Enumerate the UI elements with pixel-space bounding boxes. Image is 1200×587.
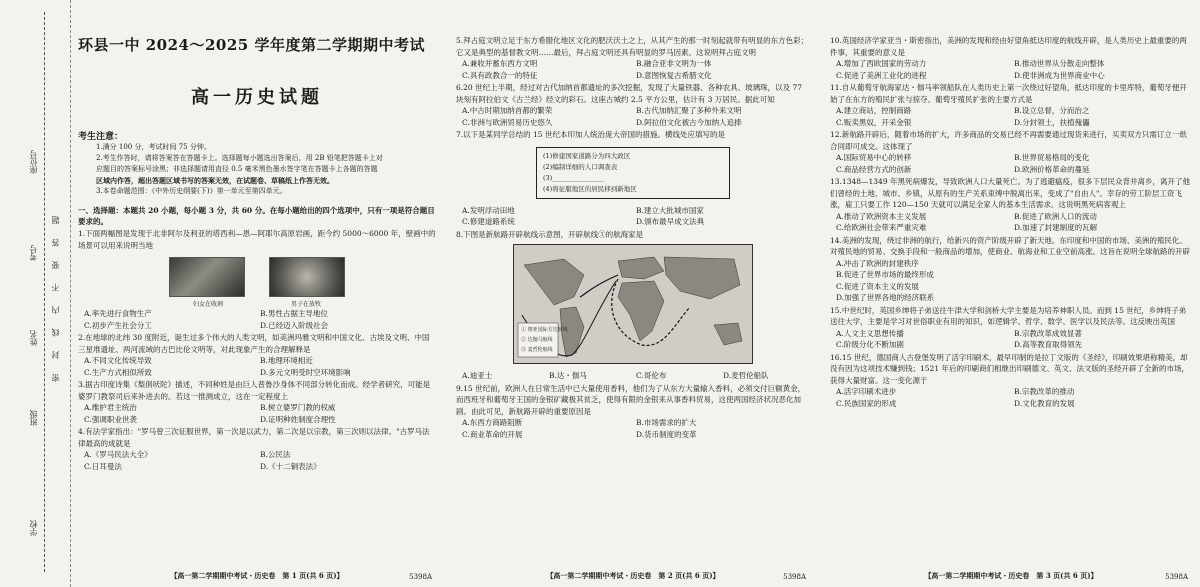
measures-box [536,147,730,199]
option: C.商品经营方式的创新 [836,164,912,174]
paper-code: 5398A [409,573,432,581]
option: C.日耳曼法 [84,461,122,471]
option: D.颁布最早成文法典 [636,217,705,226]
seat-number-label: 座位号 [29,150,38,174]
option: C.阶级分化不断加剧 [836,340,904,349]
school-label: 学校 [29,520,38,536]
question-stem: 8.下图是新航路开辟航线示意图，开辟航线③的航海家是 [456,229,644,239]
question-stem: 16.15 世纪，德国商人古登堡发明了活字印刷术，最早印制的是拉丁文版的《圣经》，印刷效果堪称精美，却没有因为这项技术赚到钱；1521 年后的印刷商们相继出印刷德文、英文、法文版的圣经开辟了全新的市场，获得大量财富。这一变化源于 [830,352,1189,385]
page-footer: 【高一第二学期期中考试・历史卷 第 3 页(共 6 页)】 [924,571,1098,580]
option: B.古代加纳汇聚了多种外来文明 [636,106,742,115]
option: B.宗教改革成效显著 [1014,328,1082,338]
exam-page-1 [74,0,440,587]
voyage-route-map [513,244,753,364]
option: A.发明浮动田地 [462,205,515,215]
question-stem: 6.20 世纪上半期，经过对古代加纳首都遗址的多次挖掘，发现了大量铁器、各种农具、玻璃珠，以及 77 块刻有阿拉伯文《古兰经》经文的彩石。这座古城约 2.5 平方公里，估计有 3 万居民。据此可知 [456,83,803,104]
option: C.具有政教合一的特征 [462,70,538,80]
option: D.《十二铜表法》 [260,461,321,471]
options [78,308,436,331]
notice-line: 应题目的答案标号涂黑；非选择题请用直径 0.5 毫米黑色墨水签字笔在答题卡上各题的答题 [96,165,378,173]
map-legend [521,325,568,355]
map-legend-item: ② 达伽马航线 [521,337,553,343]
option: A.国际贸易中心的转移 [836,153,912,162]
option: D.高等教育取得领先 [1014,340,1083,349]
option: B.宗教改革的推动 [1014,387,1075,396]
question-stem: 5.拜占庭文明立足于东方希腊化地区文化的肥沃沃土之上，从其产生的那一时刻起就带有明显的东方色彩；它又是典型的基督教文明……最后，拜占庭文明还具有明显的罗马因素。这说明拜占庭文明 [456,36,809,57]
exam-title: 环县一中 2024～2025 学年度第二学期期中考试 [78,36,425,54]
question-stem: 7.以下是某同学总结的 15 世纪本印加人统治庞大帝国的措施。横线处应填写的是 [456,130,725,139]
option: D.分封领土，扶植傀儡 [1014,117,1090,127]
exam-subtitle: 高一历史试题 [191,87,323,108]
rock-painting-images [78,257,436,297]
measure-item: (2)编制详细的人口调查表 [543,162,618,171]
option: C.初步产生社会分工 [84,320,152,330]
question-stem: 11.自从葡萄牙航海家达・伽马率领船队在人类历史上第一次绕过好望角，抵达印度的卡里库特，葡萄牙便开始了在东方的殖民扩张与掠夺。葡萄牙殖民扩张的主要方式是 [830,83,1187,104]
option: A.人文主义思想传播 [836,328,904,338]
question-stem: 10.英国经济学家亚当・斯密指出，美洲的发现和经由好望角抵达印度的航线开辟，是人类历史上最重要的两件事，其重要的意义是 [830,36,1187,57]
options [830,328,1192,351]
notice-line: 区域内作答，超出答题区域书写的答案无效，在试题卷、草稿纸上作答无效。 [96,176,334,185]
option: A.东西方商路阻断 [462,418,523,427]
option: B.促进了世界市场的最终形成 [836,270,934,279]
page-footer: 【高一第二学期期中考试・历史卷 第 1 页(共 6 页)】 [170,571,344,580]
option: C.民族国家的形成 [836,398,897,408]
option: B.公民法 [260,450,291,459]
measure-item: (4)将征服地区的居民移到新地区 [543,184,637,193]
option: B.推动世界从分散走向整体 [1014,59,1105,68]
section-heading: 一、选择题：本题共 20 小题，每小题 3 分，共 60 分。在每小题给出的四个选项中，只有一项是符合题目要求的。 [78,206,435,226]
binding-margin [0,0,71,587]
seal-dash-line [44,12,46,572]
notice-line: 2.考生作答时，请将答案答在答题卡上。选择题每小题选出答案后，用 2B 铅笔把答题卡上对 [96,154,383,162]
option: A.不同文化传统导致 [84,356,152,365]
question-stem: 15.中世纪时，英国乡绅将子弟送往牛津大学和剑桥大学主要是为培养神职人员。而到 15 世纪，乡绅将子弟送往大学，主要是学习对世俗职业有用的知识，如逻辑学、哲学、数学、医学以及民法等。这反映出英国 [830,305,1187,326]
option: D.意图恢复古希腊文化 [636,70,712,80]
notice-line: 1.满分 100 分，考试时间 75 分钟。 [96,143,211,151]
option: C.生产方式相似所致 [84,367,152,377]
option: A.建立商站，控制商路 [836,106,912,115]
option: D.欧洲价格革命的蔓延 [1014,164,1090,174]
question-stem: 9.15 世纪前，欧洲人在日常生活中已大量使用香料，他们为了从东方大量输入香料，必须交付巨额黄金，而西班牙和葡萄牙王国的金银矿藏极其贫乏，使得有限的金银来从事香料贸易，这使两国经济状况恶化加剧。由此可见，新航路开辟的重要原因是 [456,383,806,416]
paper-code: 5398A [1165,573,1188,581]
options [830,105,1192,128]
options [78,449,436,472]
options [456,58,810,81]
options [830,211,1192,234]
option: D.多元文明受时空环境影响 [260,367,351,377]
option: D.加速了封建制度的瓦解 [1014,223,1098,232]
option: C.商业革命的开展 [462,429,523,439]
question-stem: 2.在地球的北纬 30 度附近，诞生过多个伟大的人类文明，如美洲玛雅文明和中国文化、古埃及文明、中国三星堆遗址、两河流域的古巴比伦文明等，对此现象产生的合理解释是 [78,333,430,354]
option: B.达・伽马 [549,371,587,380]
options [830,258,1192,304]
options [456,105,810,128]
options [78,402,436,425]
question-stem: 3.据古印度诗集《梨俱吠陀》描述，不同种姓是由巨人普鲁沙身体不同部分转化而成。经学者研究，可能是婆罗门教祭司后来补进去的。若这一推测成立，这在一定程度上 [78,380,431,401]
option: B.世界贸易格局的变化 [1014,153,1090,162]
notice-heading: 考生注意： [78,132,124,142]
options [456,205,810,228]
name-label: 姓名 [29,330,38,346]
question-stem: 4.有法学家指出："罗马曾三次征服世界，第一次是以武力，第二次是以宗教，第三次则以法律。"古罗马法律最高的成就是 [78,427,430,448]
option: C.非洲与欧洲贸易历史悠久 [462,117,553,127]
options [830,152,1192,175]
option: C.哥伦布 [636,371,667,380]
option: D.已经迈入阶级社会 [260,320,329,330]
option: A.维护君主统治 [84,403,137,412]
option: A.推动了欧洲资本主义发展 [836,211,927,221]
map-legend-item: ③ 麦哲伦航线 [521,347,553,353]
question-stem: 13.1348—1349 年黑死病爆发，导致欧洲人口大量死亡。为了逃避瘟疫，很多下层民众背井离乡，离开了他们曾经的土地、城市、乡镇，从原有的生产关系束缚中脱离出来，变成了"自由人"。幸存的劳工阶层工资飞涨，雇工只要工作 120—150 天就可以满足全家人的基本生活需求。这说明黑死病客观上 [830,177,1190,209]
option: C.强调职业世袭 [84,414,137,424]
option: B.市场需求的扩大 [636,418,697,427]
option: C.修建道路系统 [462,217,515,226]
option: A.冲击了欧洲的封建秩序 [836,258,919,268]
option: D.加强了世界各地的经济联系 [836,293,935,302]
options [456,417,810,440]
option: A.率先进行食物生产 [84,309,152,318]
class-label: 班级 [29,410,38,426]
option: C.促进了资本主义的发展 [836,281,919,291]
options [830,58,1192,81]
option: D.麦哲伦船队 [723,371,769,380]
seal-line-text: 密 封 线 内 不 要 答 题 [51,210,60,382]
notice-line: 3.本卷命题范围：《中外历史纲要(下)》第一单元至第四单元。 [96,187,287,195]
option: C.贩卖黑奴，开采金银 [836,117,912,127]
option: A.兼收并蓄东西方文明 [462,59,538,68]
option: B.树立婆罗门教的权威 [260,403,336,412]
option: B.地理环境相近 [260,356,313,365]
options [456,370,810,382]
options [78,355,436,378]
image-captions [78,299,436,308]
image-caption: 妇女在收割 [192,301,223,308]
option: B.融合亚非文明为一体 [636,59,712,68]
question-stem: 1.下面两幅图是发现于北非阿尔及利亚的塔西利—恩—阿耶尔高原岩画，距今约 5000～6000 年，壁画中的场景可以用来说明当地 [78,229,436,250]
map-legend-item: ① 将亚国际方达航线 [521,327,568,333]
option: A.中古时期加纳首都的繁荣 [462,106,553,115]
image-caption: 男子在放牧 [290,301,321,308]
exam-page-2 [452,0,814,587]
option: A.活字印刷术进步 [836,387,897,396]
paper-code: 5398A [783,573,806,581]
option: A.增加了西欧国家的劳动力 [836,59,927,68]
measure-item: (1)修建国家道路分为四大政区 [543,151,631,160]
rock-painting-herding-image [269,257,345,297]
option: B.建立大批城市国家 [636,205,704,215]
option: D.使非洲成为世界商业中心 [1014,70,1105,80]
question-stem: 12.新航路开辟后，随着市场的扩大，许多商品的交易已经不再需要通过现货来进行，买卖双方只需订立一纸合同即可成交。这体现了 [830,130,1187,151]
option: A.《罗马民法大全》 [84,450,152,459]
option: D.货币制度的变革 [636,429,697,439]
exam-number-label: 考号 [29,245,38,261]
rock-painting-harvest-image [169,257,245,297]
option: C.促进了美洲工业化的进程 [836,70,927,80]
question-stem: 14.美洲的发现，绕过非洲的航行，给新兴的资产阶级开辟了新天地。东印度和中国的市场、美洲的殖民化、对殖民地的贸易、交换手段和一般商品的增加，使商业、航海业和工业空前高涨。这旨在说明全球航路的开辟 [830,235,1190,256]
measure-item: (3)________________ [543,173,605,182]
option: A.迪亚士 [462,371,493,380]
option: D.文化教育的发展 [1014,398,1075,408]
option: B.促进了欧洲人口的流动 [1014,211,1097,221]
option: B.男性占据主导地位 [260,309,328,318]
exam-page-3 [826,0,1196,587]
option: D.证明种姓制度合理性 [260,414,336,424]
option: C.给欧洲社会带来严重灾难 [836,223,927,232]
option: D.阿拉伯文化被古今加纳人追捧 [636,117,742,127]
option: B.设立总督，分而治之 [1014,106,1090,115]
options [830,386,1192,409]
page-footer: 【高一第二学期期中考试・历史卷 第 2 页(共 6 页)】 [546,571,720,580]
